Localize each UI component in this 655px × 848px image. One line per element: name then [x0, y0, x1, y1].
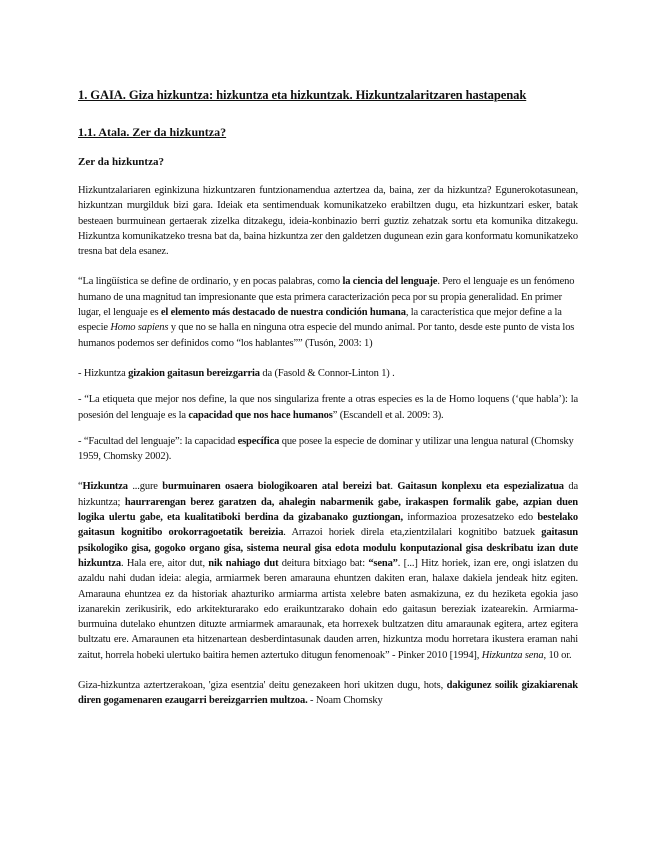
section-title: 1.1. Atala. Zer da hizkuntza?: [78, 125, 227, 139]
paragraph-intro: Hizkuntzalariaren eginkizuna hizkuntzaren funtzionamendua aztertzea da, baina, zer da hizkuntza? Egunerokotasunean, hizkuntzan murgilduk bizi gara. Ideiak eta sentimenduak komunikatzeko erabiltzen dugu, eta hizkuntzari esker, batak besteaen burmuinean gertaerak zizelka ditzakegu, ideia-konbinazio berri guztiz zehatzak sortu eta komunika ditzakegu. Hizkuntza komunikatzeko tresna bat da, baina hizkuntza zer den galdetzen dugunean ezin gara konformatu komunikatzeko tresna bat dela esanez.: [78, 185, 578, 258]
document-page: [78, 88, 578, 724]
bullet-fasold: - Hizkuntza gizakion gaitasun bereizgarria da (Fasold & Connor-Linton 1) .: [78, 367, 395, 379]
bullet-chomsky: - “Facultad del lenguaje”: la capacidad específica que posee la especie de dominar y utilizar una lengua natural (Chomsky 1959, Chomsky 2002).: [78, 435, 574, 463]
chapter-title: 1. GAIA. Giza hizkuntza: hizkuntza eta hizkuntzak. Hizkuntzalaritzaren hastapenak: [78, 88, 527, 102]
bullet-escandell: - “La etiqueta que mejor nos define, la que nos singulariza frente a otras especies es la de Homo loquens (‘que habla’): la posesión del lenguaje es la capacidad que nos hace humanos” (Escandell et al. 2009: 3).: [78, 394, 578, 421]
quote-tuson: “La lingüística se define de ordinario, y en pocas palabras, como la ciencia del lenguaje. Pero el lenguaje es un fenómeno humano de una magnitud tan impresionante que esta primera caracterización peca por su propia generalidad. En primer lugar, el lenguaje es el elemento más destacado de nuestra condición humana, la característica que mejor define a la especie Homo sapiens y que no se halla en ninguna otra especie del mundo animal. Por tanto, desde este punto de vista los humanos podemos ser definidos como “los hablantes”” (Tusón, 2003: 1): [78, 276, 575, 349]
subsection-title: Zer da hizkuntza?: [78, 156, 164, 168]
quote-pinker: “Hizkuntza ...gure burmuinaren osaera biologikoaren atal bereizi bat. Gaitasun konplexu eta espezializatua da hizkuntza; haurrarengan berez garatzen da, ahalegin nabarmenik gabe, irakaspen formalik gabe, azpian duen logika ulertu gabe, eta kualitatiboki berdina da gizabanako guztiongan, informazioa prozesatzeko edo bestelako gaitasun kognitibo orokorragoetatik bereizia. Arrazoi horiek direla eta,zientzilalari kognitibo batzuek gaitasun psikologiko gisa, gogoko organo gisa, sistema neural gisa edota modulu konputazional gisa deskribatu izan dute hizkuntza. Hala ere, aitor dut, nik nahiago dut deitura bitxiago bat: “sena”. [...] Hitz horiek, izan ere, ongi islatzen du azaldu nahi dudan ideia: alegia, armiarmek beren amarauna ehuntzen dakiten eran, halaxe dakiela jendeak hitz egiten. Amarauna ehuntzea ez da historiak ahazturiko armiarma artista xelebre baten asmakizuna, ez du heziketa egokia jaso izanarekin zerikusirik, edo arkitekturarako edo eraikuntzarako dohain edo gaitasun bereziak izatearekin. Armiarma-burmuina dutelako ehuntzen dituzte armiarmek amaraunak, eta horrexek bultzatzen ditu amaraunak egitera, artez egitera bultzatu ere. Amaraunen eta hitzenartean desberdintasunak dauden arren, hizkuntza modu horretara ikustera eraman nahi zaitut, horrela hobeki ulertuko baitira hemen aztertuko ditugun fenomenoak” - Pinker 2010 [1994], Hizkuntza sena, 10 or.: [78, 481, 578, 661]
paragraph-chomsky-essence: Giza-hizkuntza aztertzerakoan, 'giza esentzia' deitu genezakeen hori ukitzen dugu, hots, dakigunez soilik gizakiarenak diren gogamenaren ezaugarri bereizgarrien multzoa. - Noam Chomsky: [78, 680, 578, 707]
